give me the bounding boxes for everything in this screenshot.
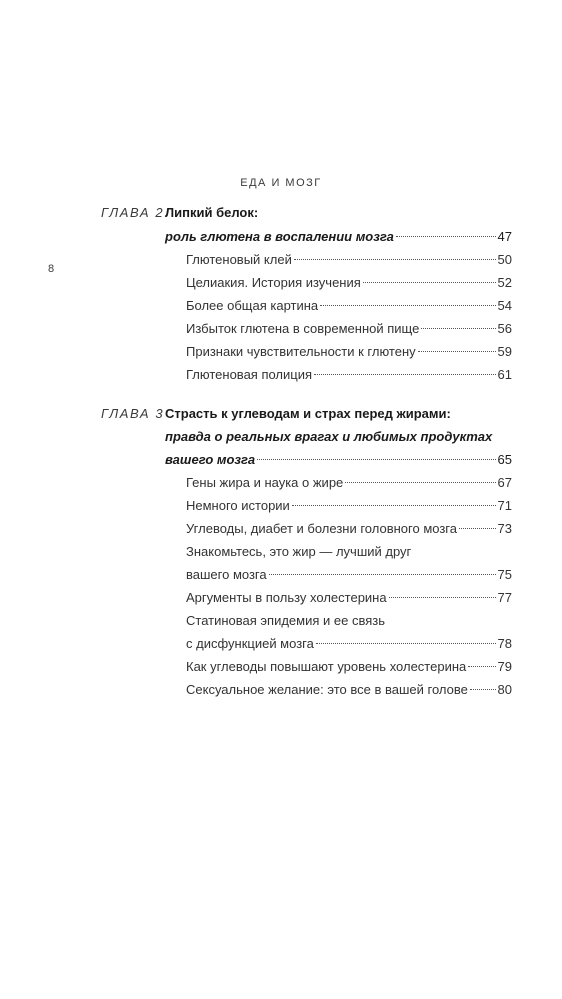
toc-entry-title: Углеводы, диабет и болезни головного мозга (186, 521, 457, 536)
toc-entry-title: Гены жира и наука о жире (186, 475, 344, 490)
chapter-title-text: Липкий белок: (165, 205, 259, 220)
leader-dots (468, 666, 495, 667)
toc-entry[interactable] (186, 633, 512, 655)
chapter-title[interactable] (165, 403, 451, 425)
leader-dots (421, 328, 495, 329)
toc-entry-title: Избыток глютена в современной пище (186, 321, 420, 336)
toc-entry[interactable] (186, 587, 512, 609)
page-ref: 73 (497, 521, 512, 536)
leader-dots (396, 236, 496, 237)
running-head: ЕДА И МОЗГ (240, 177, 322, 189)
leader-dots (389, 597, 496, 598)
page-ref: 54 (497, 298, 512, 313)
chapter-title[interactable] (165, 202, 258, 224)
chapter-subtitle-line[interactable] (165, 426, 492, 448)
toc-entry-title: Знакомьтесь, это жир — лучший друг (186, 544, 412, 559)
chapter-subtitle[interactable] (165, 226, 512, 248)
leader-dots (345, 482, 495, 483)
toc-entry-title: Как углеводы повышают уровень холестерина (186, 659, 467, 674)
page-ref: 80 (497, 682, 512, 697)
page-ref: 79 (497, 659, 512, 674)
toc-entry[interactable] (186, 364, 512, 386)
page-ref: 56 (497, 321, 512, 336)
chapter-subtitle-text: правда о реальных врагах и любимых продуктах (165, 429, 493, 444)
toc-entry[interactable] (186, 679, 512, 701)
page-ref: 77 (497, 590, 512, 605)
toc-entry-title: Глютеновая полиция (186, 367, 313, 382)
leader-dots (459, 528, 496, 529)
leader-dots (292, 505, 496, 506)
page-ref: 78 (497, 636, 512, 651)
leader-dots (316, 643, 496, 644)
chapter-title-text: Страсть к углеводам и страх перед жирами: (165, 406, 451, 421)
toc-entry[interactable] (186, 295, 512, 317)
leader-dots (314, 374, 496, 375)
page-ref: 75 (497, 567, 512, 582)
toc-entry-title: Признаки чувствительности к глютену (186, 344, 416, 359)
leader-dots (363, 282, 496, 283)
toc-entry-title: Глютеновый клей (186, 252, 292, 267)
page-ref: 50 (497, 252, 512, 267)
leader-dots (294, 259, 496, 260)
page-number: 8 (48, 263, 55, 275)
toc-entry-title: вашего мозга (186, 567, 267, 582)
toc-entry[interactable] (186, 656, 512, 678)
chapter-label: ГЛАВА 3 (101, 406, 165, 421)
toc-entry[interactable] (186, 518, 512, 540)
leader-dots (257, 459, 495, 460)
page-ref: 71 (497, 498, 512, 513)
page-ref: 65 (497, 452, 512, 467)
chapter-subtitle-text: вашего мозга (165, 452, 256, 467)
toc-entry-title: Аргументы в пользу холестерина (186, 590, 387, 605)
page-ref: 47 (497, 229, 512, 244)
toc-entry-title: Сексуальное желание: это все в вашей голове (186, 682, 468, 697)
page-ref: 61 (497, 367, 512, 382)
toc-entry-title: Целиакия. История изучения (186, 275, 361, 290)
toc-entry[interactable] (186, 495, 512, 517)
toc-entry-title: с дисфункцией мозга (186, 636, 314, 651)
chapter-label: ГЛАВА 2 (101, 205, 165, 220)
chapter-subtitle-text: роль глютена в воспалении мозга (165, 229, 394, 244)
toc-entry[interactable] (186, 472, 512, 494)
page-ref: 67 (497, 475, 512, 490)
toc-entry-line[interactable] (186, 610, 385, 632)
leader-dots (470, 689, 496, 690)
page-ref: 59 (497, 344, 512, 359)
toc-entry[interactable] (186, 564, 512, 586)
leader-dots (320, 305, 495, 306)
toc-entry-title: Статиновая эпидемия и ее связь (186, 613, 385, 628)
chapter-subtitle[interactable] (165, 449, 512, 471)
toc-entry-title: Немного истории (186, 498, 290, 513)
toc-entry[interactable] (186, 272, 512, 294)
page-ref: 52 (497, 275, 512, 290)
toc-entry[interactable] (186, 249, 512, 271)
toc-entry[interactable] (186, 341, 512, 363)
toc-entry[interactable] (186, 318, 512, 340)
toc-entry-line[interactable] (186, 541, 411, 563)
toc-entry-title: Более общая картина (186, 298, 319, 313)
leader-dots (418, 351, 496, 352)
leader-dots (269, 574, 496, 575)
